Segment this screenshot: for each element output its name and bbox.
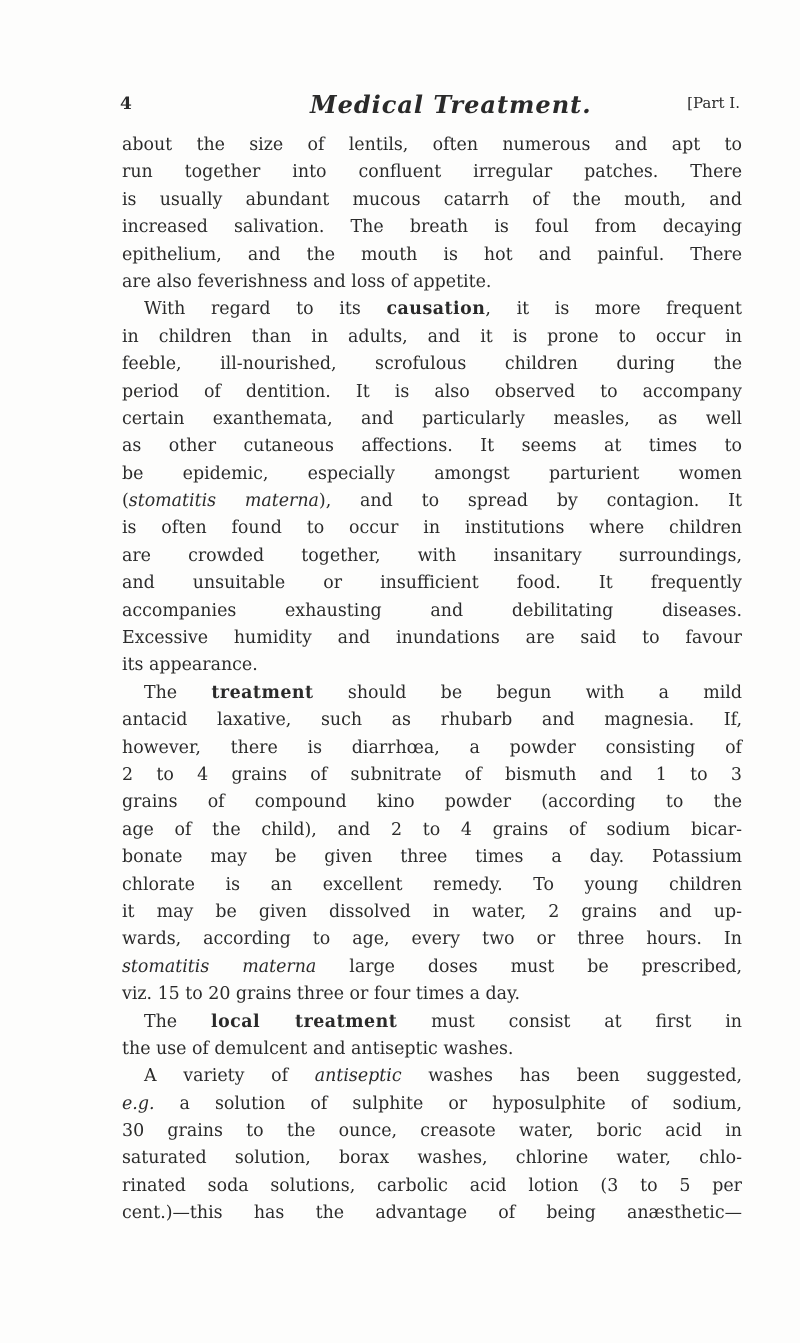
text-line: the use of demulcent and antiseptic washes. bbox=[122, 1038, 514, 1059]
text-line: With regard to its causation, it is more frequent bbox=[144, 299, 742, 320]
text-line: e.g. a solution of sulphite or hyposulphite of sodium, bbox=[122, 1093, 742, 1114]
text-line: are crowded together, with insanitary surroundings, bbox=[122, 545, 742, 566]
text-line: feeble, ill-nourished, scrofulous children during the bbox=[122, 354, 742, 375]
italic-term: e.g. bbox=[122, 1093, 155, 1114]
text-line: are also feverishness and loss of appetite. bbox=[122, 271, 492, 292]
page-number: 4 bbox=[120, 94, 132, 114]
text-line: A variety of antiseptic washes has been suggested, bbox=[144, 1066, 742, 1087]
section-keyword: local treatment bbox=[210, 1011, 398, 1032]
text-line: certain exanthemata, and particularly measles, as well bbox=[122, 408, 742, 429]
text-line: rinated soda solutions, carbolic acid lotion (3 to 5 per bbox=[122, 1175, 742, 1196]
italic-term: antiseptic bbox=[314, 1066, 402, 1087]
text-line: period of dentition. It is also observed to accompany bbox=[122, 381, 742, 402]
text-line: is often found to occur in institutions where children bbox=[122, 518, 742, 539]
text-line: 2 to 4 grains of subnitrate of bismuth and 1 to 3 bbox=[122, 764, 742, 785]
text-line: as other cutaneous affections. It seems at times to bbox=[122, 436, 742, 457]
italic-term: stomatitis materna bbox=[122, 956, 317, 977]
text-line: it may be given dissolved in water, 2 grains and up- bbox=[122, 901, 742, 922]
text-line: be epidemic, especially amongst parturient women bbox=[122, 463, 742, 484]
text-line: The treatment should be begun with a mild bbox=[144, 682, 742, 703]
section-keyword: treatment bbox=[211, 682, 314, 703]
text-line: age of the child), and 2 to 4 grains of sodium bicar- bbox=[122, 819, 742, 840]
text-line: saturated solution, borax washes, chlorine water, chlo- bbox=[122, 1148, 742, 1169]
part-label: [Part I. bbox=[687, 94, 740, 112]
text-line: accompanies exhausting and debilitating diseases. bbox=[122, 600, 742, 621]
text-line: stomatitis materna large doses must be prescribed, bbox=[122, 956, 742, 977]
text-line: 30 grains to the ounce, creasote water, boric acid in bbox=[122, 1121, 742, 1142]
text-line: cent.)—this has the advantage of being anæsthetic— bbox=[122, 1203, 742, 1224]
text-line: is usually abundant mucous catarrh of the mouth, and bbox=[122, 189, 742, 210]
text-line: increased salivation. The breath is foul from decaying bbox=[122, 217, 742, 238]
text-line: wards, according to age, every two or three hours. In bbox=[122, 929, 742, 950]
text-line: Excessive humidity and inundations are said to favour bbox=[122, 628, 742, 649]
text-line: antacid laxative, such as rhubarb and magnesia. If, bbox=[122, 710, 742, 731]
text-line: chlorate is an excellent remedy. To young children bbox=[122, 874, 742, 895]
text-line: epithelium, and the mouth is hot and painful. There bbox=[122, 244, 742, 265]
text-line: however, there is diarrhœa, a powder consisting of bbox=[122, 737, 742, 758]
text-line: its appearance. bbox=[122, 655, 258, 676]
text-line: (stomatitis materna), and to spread by contagion. It bbox=[122, 491, 742, 512]
text-line: The local treatment must consist at first in bbox=[144, 1011, 742, 1032]
text-line: in children than in adults, and it is prone to occur in bbox=[122, 326, 742, 347]
italic-term: stomatitis materna bbox=[128, 491, 319, 512]
section-keyword: causation bbox=[386, 299, 486, 320]
text-line: grains of compound kino powder (according to the bbox=[122, 792, 742, 813]
text-line: viz. 15 to 20 grains three or four times a day. bbox=[122, 984, 521, 1005]
text-line: bonate may be given three times a day. Potassium bbox=[122, 847, 742, 868]
running-title: Medical Treatment. bbox=[310, 90, 592, 119]
text-line: about the size of lentils, often numerous and apt to bbox=[122, 135, 742, 155]
text-line: and unsuitable or insufficient food. It frequently bbox=[122, 573, 742, 594]
page-header bbox=[120, 90, 740, 120]
body-text bbox=[122, 132, 742, 1228]
text-line: run together into confluent irregular patches. There bbox=[122, 162, 742, 183]
